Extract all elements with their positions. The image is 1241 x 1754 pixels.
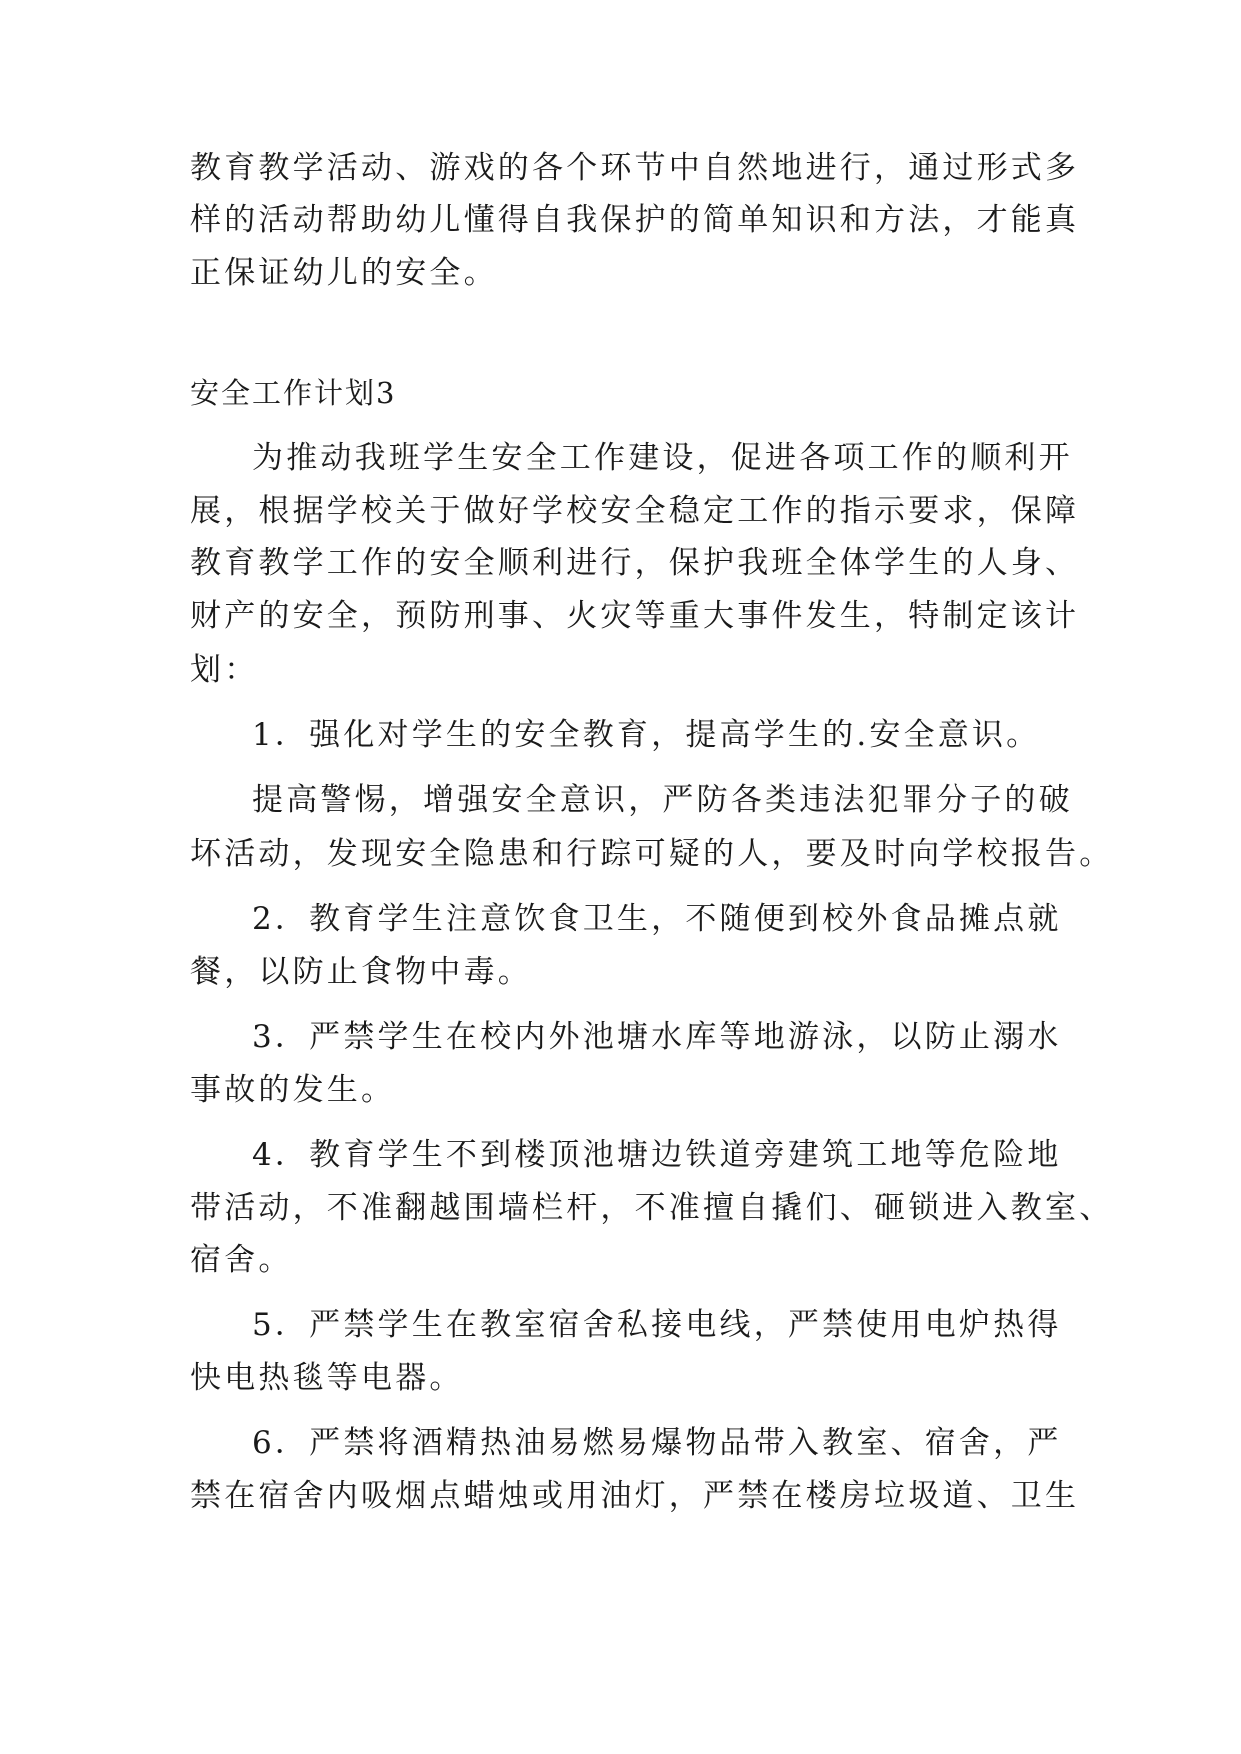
section-title: 安全工作计划3	[190, 376, 397, 410]
paragraph-line: 划：	[190, 652, 259, 688]
paragraph-line: 餐，以防止食物中毒。	[190, 954, 532, 990]
list-item: 5．严禁学生在教室宿舍私接电线，严禁使用电炉热得	[252, 1307, 1062, 1343]
paragraph-line: 提高警惕，增强安全意识，严防各类违法犯罪分子的破	[252, 782, 1073, 818]
list-item-heading: 1．强化对学生的安全教育，提高学生的.安全意识。	[252, 717, 1041, 753]
paragraph-line: 教育教学活动、游戏的各个环节中自然地进行，通过形式多	[190, 150, 1080, 186]
paragraph-line: 财产的安全，预防刑事、火灾等重大事件发生，特制定该计	[190, 598, 1080, 634]
paragraph-line: 宿舍。	[190, 1242, 293, 1278]
paragraph-line: 正保证幼儿的安全。	[190, 255, 498, 291]
list-item: 3．严禁学生在校内外池塘水库等地游泳，以防止溺水	[252, 1019, 1062, 1055]
paragraph-line: 禁在宿舍内吸烟点蜡烛或用油灯，严禁在楼房垃圾道、卫生	[190, 1478, 1080, 1514]
paragraph-line: 事故的发生。	[190, 1072, 396, 1108]
list-item: 2．教育学生注意饮食卫生，不随便到校外食品摊点就	[252, 901, 1062, 937]
list-item: 6．严禁将酒精热油易燃易爆物品带入教室、宿舍，严	[252, 1425, 1062, 1461]
paragraph-line: 教育教学工作的安全顺利进行，保护我班全体学生的人身、	[190, 545, 1080, 581]
paragraph-line: 样的活动帮助幼儿懂得自我保护的简单知识和方法，才能真	[190, 202, 1080, 238]
list-item: 4．教育学生不到楼顶池塘边铁道旁建筑工地等危险地	[252, 1137, 1062, 1173]
paragraph-line: 快电热毯等电器。	[190, 1360, 464, 1396]
paragraph-line: 坏活动，发现安全隐患和行踪可疑的人，要及时向学校报告。	[190, 836, 1114, 872]
paragraph-line: 带活动，不准翻越围墙栏杆，不准擅自撬们、砸锁进入教室、	[190, 1190, 1114, 1226]
paragraph-line: 展，根据学校关于做好学校安全稳定工作的指示要求，保障	[190, 493, 1080, 529]
paragraph-line: 为推动我班学生安全工作建设，促进各项工作的顺利开	[252, 440, 1073, 476]
